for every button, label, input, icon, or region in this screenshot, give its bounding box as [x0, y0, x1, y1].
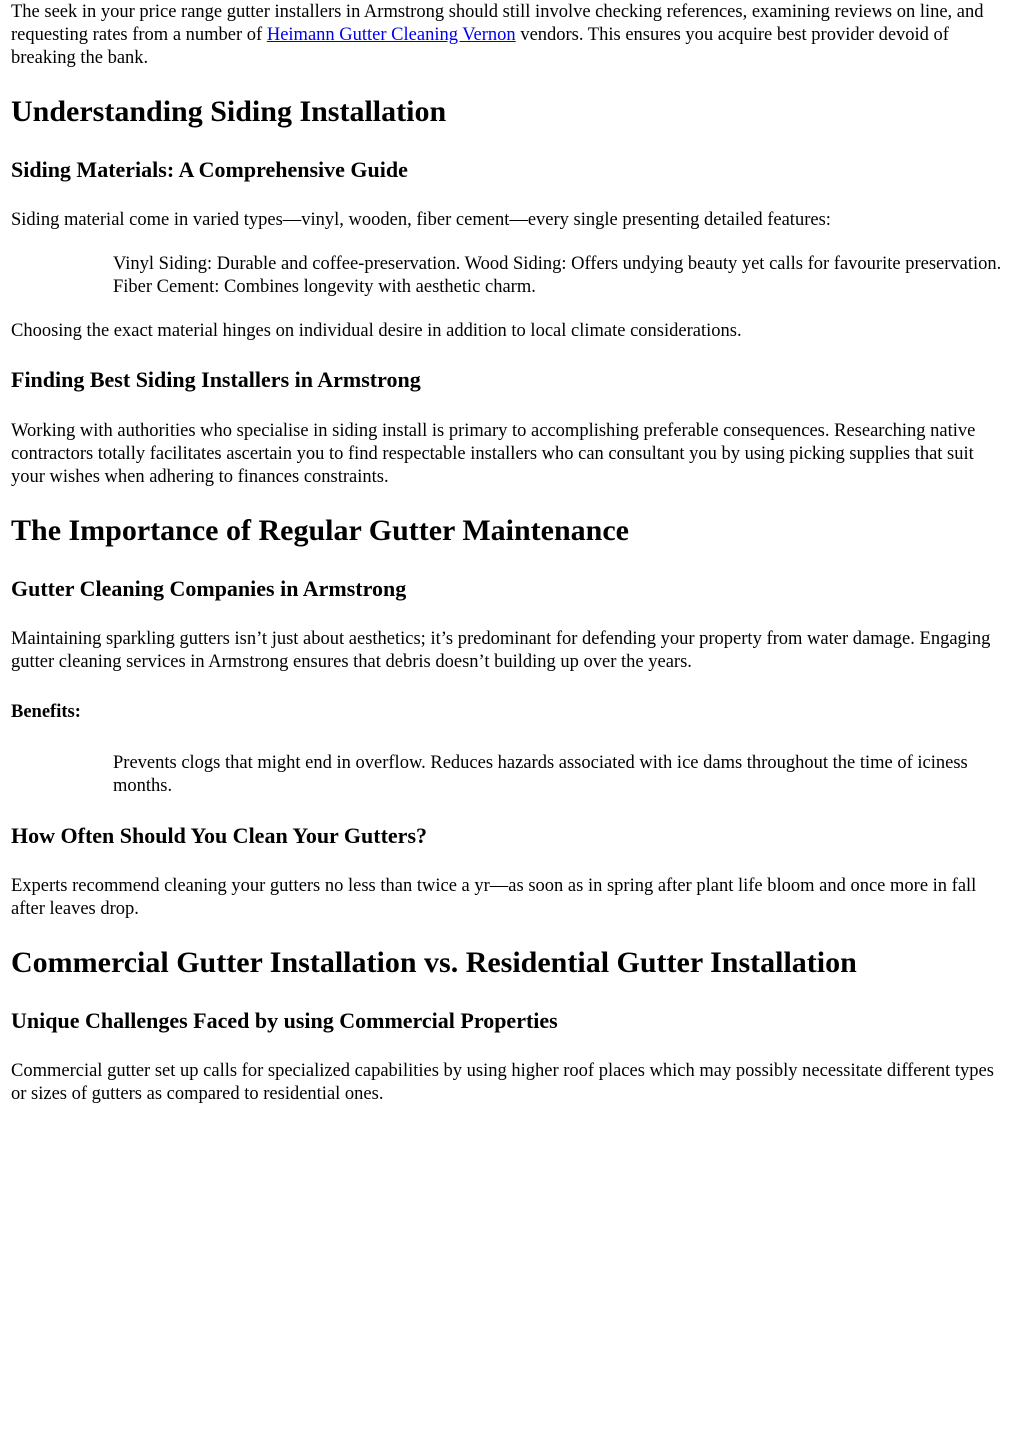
siding-installers-paragraph: Working with authorities who specialise in siding install is primary to accomplishing preferable consequences. Researching native contractors totally facilitates ascertain you to find respectable installers who can consultant you by using picking supplies that suit your wishes when adhering to finances constraints. — [11, 421, 976, 487]
intro-text-after: vendors. This ensures you acquire best provider devoid of breaking the bank. — [11, 25, 949, 68]
commercial-challenges-paragraph: Commercial gutter set up calls for specialized capabilities by using higher roof places which may possibly necessitate different types or sizes of gutters as compared to residential ones. — [11, 1061, 994, 1104]
intro-text-before: The seek in your price range gutter installers in Armstrong should still involve checking references, examining reviews on line, and requesting rates from a number of — [11, 2, 984, 45]
subheading-siding-materials: Siding Materials: A Comprehensive Guide — [11, 157, 408, 182]
heimann-gutter-link[interactable]: Heimann Gutter Cleaning Vernon — [266, 25, 516, 45]
intro-paragraph — [11, 1, 1010, 70]
section-heading-commercial-vs-residential: Commercial Gutter Installation vs. Residential Gutter Installation — [11, 946, 857, 979]
benefits-label: Benefits: — [11, 702, 81, 722]
gutter-cleaning-paragraph: Maintaining sparkling gutters isn’t just about aesthetics; it’s predominant for defending your property from water damage. Engaging gutter cleaning services in Armstrong ensures that debris doesn’t building up over the years. — [11, 629, 991, 672]
subheading-gutter-cleaning-companies: Gutter Cleaning Companies in Armstrong — [11, 576, 407, 601]
choosing-material-paragraph: Choosing the exact material hinges on individual desire in addition to local climate considerations. — [11, 321, 742, 341]
subheading-commercial-challenges: Unique Challenges Faced by using Commercial Properties — [11, 1008, 558, 1033]
section-heading-siding-installation: Understanding Siding Installation — [11, 95, 447, 128]
siding-materials-paragraph: Siding material come in varied types—vinyl, wooden, fiber cement—every single presenting detailed features: — [11, 210, 831, 230]
how-often-paragraph: Experts recommend cleaning your gutters no less than twice a yr—as soon as in spring after plant life bloom and once more in fall after leaves drop. — [11, 876, 977, 919]
siding-types-quote: Vinyl Siding: Durable and coffee-preservation. Wood Siding: Offers undying beauty yet calls for favourite preservation. Fiber Cement: Combines longevity with aesthetic charm. — [113, 254, 1002, 297]
subheading-how-often-clean: How Often Should You Clean Your Gutters? — [11, 823, 428, 848]
benefits-quote: Prevents clogs that might end in overflow. Reduces hazards associated with ice dams throughout the time of iciness months. — [113, 753, 968, 796]
subheading-siding-installers: Finding Best Siding Installers in Armstrong — [11, 367, 421, 392]
section-heading-gutter-maintenance: The Importance of Regular Gutter Maintenance — [11, 514, 629, 547]
